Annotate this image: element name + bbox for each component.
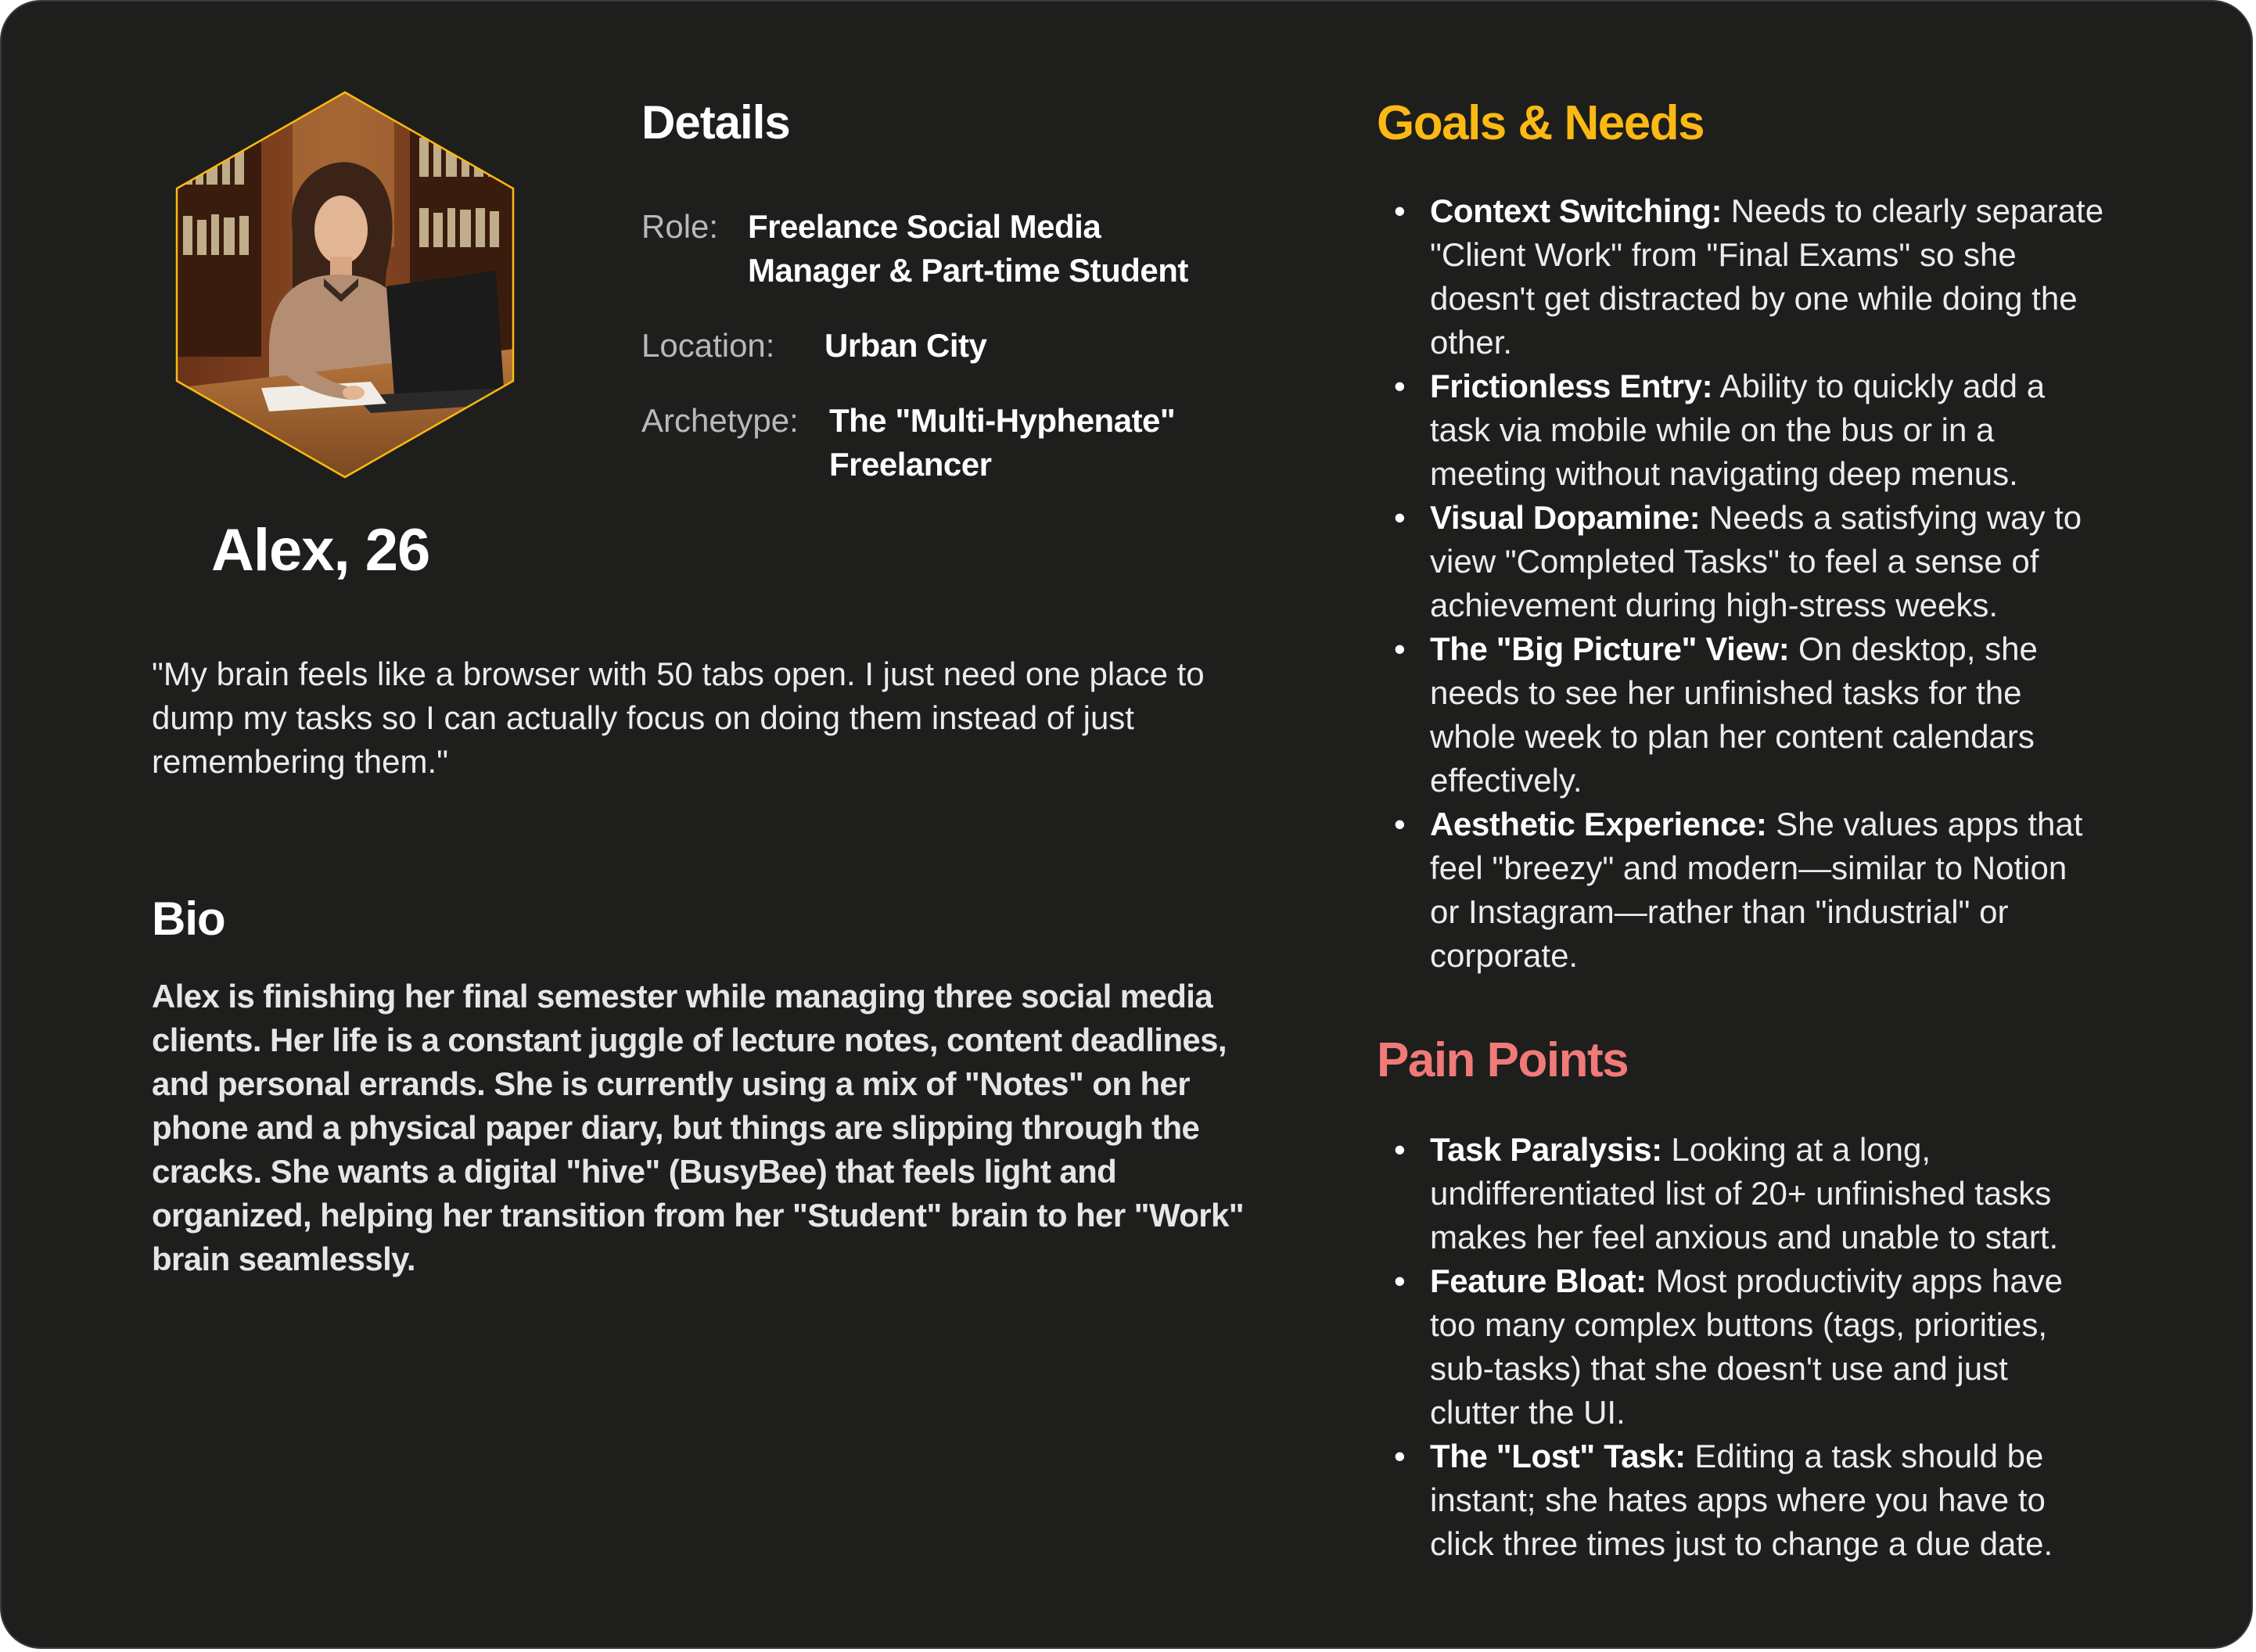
bullet-icon: • [1394,1438,1406,1474]
goal-text: On desktop, she needs to see her unfinished tasks for the whole week to plan her content calendars effectively. [1430,630,2038,799]
goal-term: The "Big Picture" View: [1430,630,1790,667]
pain-text: Looking at a long, undifferentiated list of 20+ unfinished tasks makes her feel anxious and unable to start. [1430,1131,2059,1255]
list-item [1377,496,2104,627]
detail-location-value: Urban City [824,327,987,364]
goal-term: Context Switching: [1430,192,1723,229]
pain-term: Task Paralysis: [1430,1131,1662,1168]
persona-name: Alex, 26 [211,517,430,584]
pain-points-list [1377,1128,2104,1566]
list-item [1377,1259,2104,1435]
detail-archetype-label: Archetype: [641,402,799,439]
bullet-icon: • [1394,806,1406,842]
goal-text: She values apps that feel "breezy" and modern—similar to Notion or Instagram—rather than "industrial" or corporate. [1430,806,2083,974]
pain-text: Most productivity apps have too many complex buttons (tags, priorities, sub-tasks) that she doesn't use and just clutter the UI. [1430,1262,2064,1431]
pain-term: Feature Bloat: [1430,1262,1647,1299]
pain-points-heading: Pain Points [1377,1033,1629,1087]
goal-term: Visual Dopamine: [1430,499,1701,536]
detail-location [641,324,1267,368]
bio-heading: Bio [152,892,225,945]
bullet-icon: • [1394,368,1406,404]
list-item [1377,627,2104,803]
detail-role [641,205,1267,293]
detail-location-label: Location: [641,327,775,364]
bullet-icon: • [1394,192,1406,229]
pain-text: Editing a task should be instant; she hates apps where you have to click three times just to change a due date. [1430,1438,2053,1562]
persona-quote: "My brain feels like a browser with 50 tabs open. I just need one place to dump my tasks so I can actually focus on doing them instead of just remembering them." [152,655,1205,780]
list-item [1377,189,2104,365]
goal-text: Needs a satisfying way to view "Completed Tasks" to feel a sense of achievement during high-stress weeks. [1430,499,2082,623]
bullet-icon: • [1394,630,1406,667]
bullet-icon: • [1394,499,1406,536]
list-item [1377,365,2104,496]
bullet-icon: • [1394,1262,1406,1299]
detail-archetype [641,399,1267,487]
list-item [1377,1128,2104,1259]
goal-text: Needs to clearly separate "Client Work" from "Final Exams" so she doesn't get distracted by one while doing the other. [1430,192,2104,361]
detail-role-value-line1: Freelance Social Media [748,208,1101,245]
bio-text: Alex is finishing her final semester while managing three social media clients. Her life is a constant juggle of lecture notes, content deadlines, and personal errands. She is currently using a mix of "Notes" on her phone and a physical paper diary, but things are slipping through the cracks. She wants a digital "hive" (BusyBee) that feels light and organized, helping her transition from her "Student" brain to her "Work" brain seamlessly. [152,978,1245,1277]
goal-term: Aesthetic Experience: [1430,806,1767,842]
goals-heading: Goals & Needs [1377,96,1705,150]
detail-archetype-value-line2: Freelancer [829,446,992,483]
bullet-icon: • [1394,1131,1406,1168]
detail-role-label: Role: [641,208,719,245]
detail-role-value-line2: Manager & Part-time Student [748,252,1188,289]
details-heading: Details [641,96,790,149]
list-item [1377,803,2104,978]
goal-text: Ability to quickly add a task via mobile while on the bus or in a meeting without navigating deep menus. [1430,368,2046,492]
list-item [1377,1435,2104,1566]
persona-avatar [175,91,515,479]
detail-archetype-value-line1: The "Multi-Hyphenate" [829,402,1176,439]
goal-term: Frictionless Entry: [1430,368,1713,404]
goals-list [1377,189,2104,978]
pain-term: The "Lost" Task: [1430,1438,1686,1474]
